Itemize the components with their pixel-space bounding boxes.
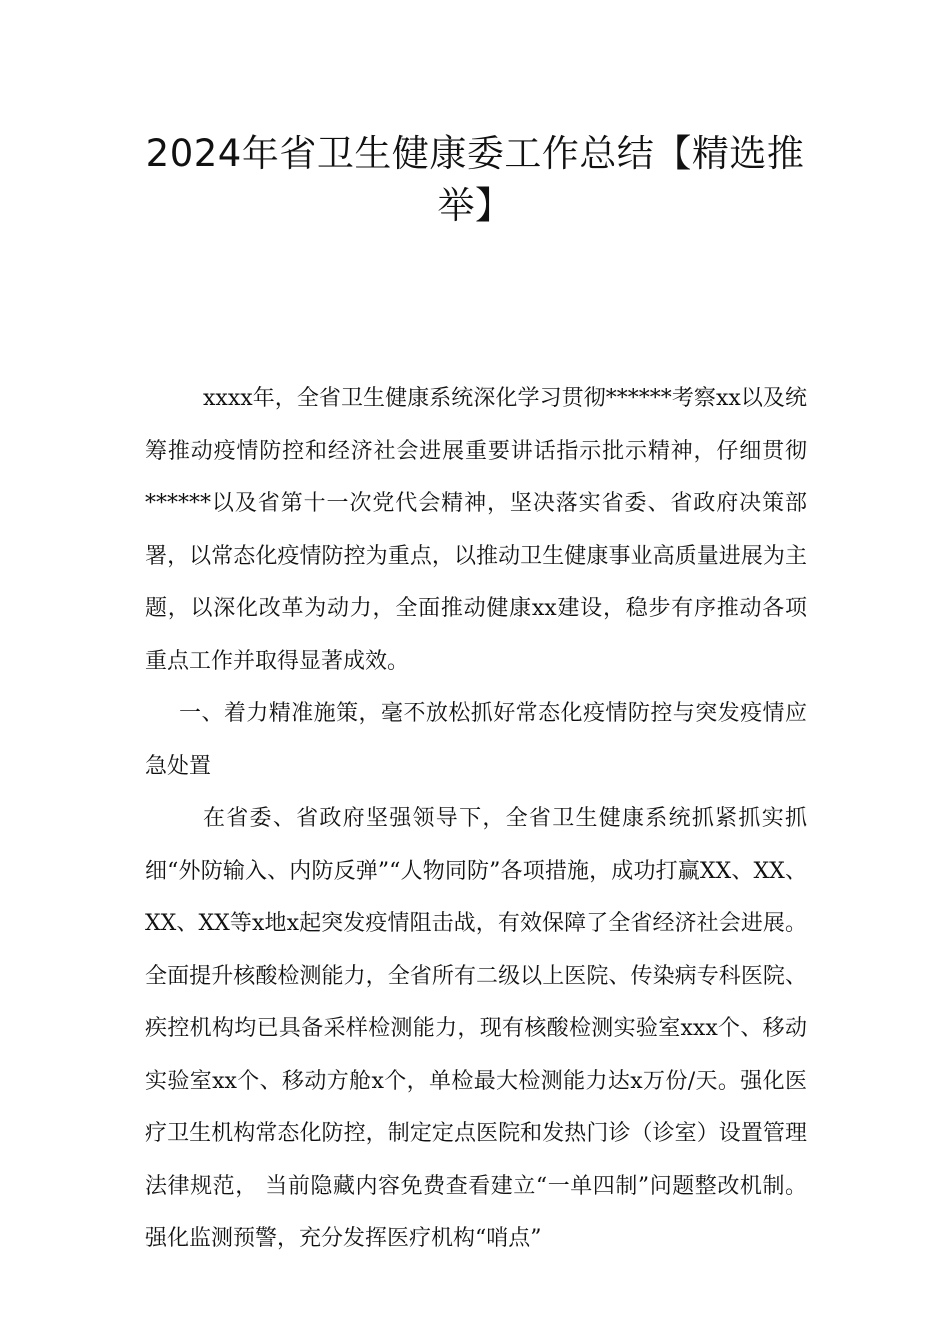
paragraph-intro: xxxx年，全省卫生健康系统深化学习贯彻******考察xx以及统筹推动疫情防控和经济社会进展重要讲话指示批示精神，仔细贯彻******以及省第十一次党代会精神，坚决落实省委、省政府决策部署，以常态化疫情防控为重点，以推动卫生健康事业高质量进展为主题，以深化改革为动力，全面推动健康xx建设，稳步有序推动各项重点工作并取得显著成效。 — [145, 386, 807, 674]
section-heading-1: 一、着力精准施策，毫不放松抓好常态化疫情防控与突发疫情应急处置 — [145, 701, 807, 779]
document-title: 2024年省卫生健康委工作总结【精选推举】 — [145, 132, 805, 227]
paragraph-section-1: 在省委、省政府坚强领导下，全省卫生健康系统抓紧抓实抓细“外防输入、内防反弹”“人物同防”各项措施，成功打赢XX、XX、XX、XX等x地x起突发疫情阻击战，有效保障了全省经济社会进展。全面提升核酸检测能力，全省所有二级以上医院、传染病专科医院、疾控机构均已具备采样检测能力，现有核酸检测实验室xxx个、移动实验室xx个、移动方舱x个，单检最大检测能力达x万份/天。强化医疗卫生机构常态化防控，制定定点医院和发热门诊（诊室）设置管理法律规范， 当前隐藏内容免费查看建立“一单四制”问题整改机制。强化监测预警，充分发挥医疗机构“哨点” — [145, 806, 807, 1251]
document-body — [145, 373, 807, 1266]
